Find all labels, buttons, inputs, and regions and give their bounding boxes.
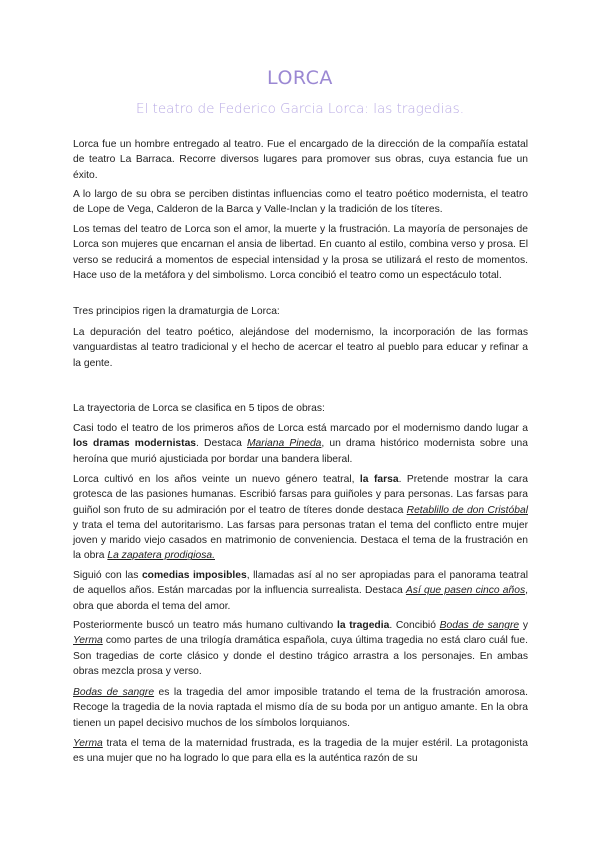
paragraph-bodas-de-sangre: Bodas de sangre es la tragedia del amor imposible tratando el tema de la frustración amorosa. Recoge la tragedia de la novia raptada el mismo día de su boda por un antiguo amante. En la obra tienen un papel decisivo muchos de los símbolos lorquianos. (73, 687, 528, 729)
term-dramas-modernistas: los dramas modernistas (73, 438, 197, 450)
paragraph-farce: Lorca cultivó en los años veinte un nuevo género teatral, la farsa. Pretende mostrar la cara grotesca de las pasiones humanas. Escribió farsas para guiñoles y para personas. Las farsas para guiñol son fruto de su admiración por el teatro de títeres donde destaca Retablillo de don Cristóbal y trata el tema del autoritarismo. Las farsas para personas tratan el tema del conflicto entre mujer joven y marido viejo casados en matrimonio de conveniencia. Destaca el tema de la frustración en la obra La zapatera prodigiosa. (73, 474, 529, 562)
paragraph-impossible-comedies: Siguió con las comedias imposibles, llamadas así al no ser apropiadas para el panorama teatral de aquellos años. Están marcadas por la influencia surrealista. Destaca Así que pasen cinco años, obra que aborda el tema del amor. (73, 570, 529, 612)
paragraph-intro: Lorca fue un hombre entregado al teatro. Fue el encargado de la dirección de la compañía estatal de teatro La Barraca. Recorre diversos lugares para promover sus obras, cuya estancia fue un éxito. (73, 139, 528, 181)
work-yerma-ref: Yerma (73, 738, 103, 749)
work-yerma: Yerma (73, 635, 103, 647)
work-bodas-de-sangre-ref: Bodas de sangre (73, 687, 155, 698)
paragraph-principles: La depuración del teatro poético, alejándose del modernismo, la incorporación de las formas vanguardistas al teatro tradicional y el hecho de acercar el teatro al pueblo para educar y refinar a la gente. (73, 327, 528, 369)
term-la-farsa: la farsa (359, 474, 399, 485)
paragraph-modernist-dramas: Casi todo el teatro de los primeros años de Lorca está marcado por el modernismo dando lugar a los dramas modernistas. Destaca Mariana Pineda, un drama histórico modernista sobre una heroína que murió ajusticiada por bordar una bandera liberal. (73, 423, 529, 465)
paragraph-tragedy: Posteriormente buscó un teatro más humano cultivando la tragedia. Concibió Bodas de sangre y Yerma como partes de una trilogía dramática española, cuya última tragedia no está claro cuál fue. Son tragedias de corte clásico y donde el destino trágico arrastra a los personajes. En ambas obras mezcla prosa y verso. (73, 620, 528, 677)
paragraph-influences: A lo largo de su obra se perciben distintas influencias como el teatro poético modernista, el teatro de Lope de Vega, Calderon de la Barca y Valle-Inclan y la tradición de los títeres. (73, 189, 528, 216)
term-la-tragedia: la tragedia (336, 620, 390, 631)
term-comedias-imposibles: comedias imposibles (141, 570, 247, 581)
paragraph-themes: Los temas del teatro de Lorca son el amor, la muerte y la frustración. La mayoría de personajes de Lorca son mujeres que encarnan el ansia de libertad. En cuanto al estilo, combina verso y prosa. El verso se reducirá a momentos de especial intensidad y la prosa se utilizará el resto de momentos. Hace uso de la metáfora y del simbolismo. Lorca concibió el teatro como un espectáculo total. (73, 224, 528, 281)
page-subtitle: El teatro de Federico Garcia Lorca: las tragedias. (135, 101, 465, 117)
work-bodas-de-sangre: Bodas de sangre (439, 620, 520, 631)
page-title: LORCA (267, 67, 333, 89)
work-asi-que-pasen: Así que pasen cinco años (405, 585, 526, 597)
work-la-zapatera: La zapatera prodigiosa. (107, 550, 215, 562)
work-retablillo: Retablillo de don Cristóbal (406, 504, 529, 516)
paragraph-principles-intro: Tres principios rigen la dramaturgia de Lorca: (73, 306, 280, 317)
paragraph-yerma: Yerma trata el tema de la maternidad frustrada, es la tragedia de la mujer estéril. La protagonista es una mujer que no ha logrado lo que para ella es la auténtica razón de su (73, 738, 528, 765)
work-mariana-pineda: Mariana Pineda (246, 438, 322, 450)
paragraph-classification: La trayectoria de Lorca se clasifica en 5 tipos de obras: (73, 403, 325, 414)
